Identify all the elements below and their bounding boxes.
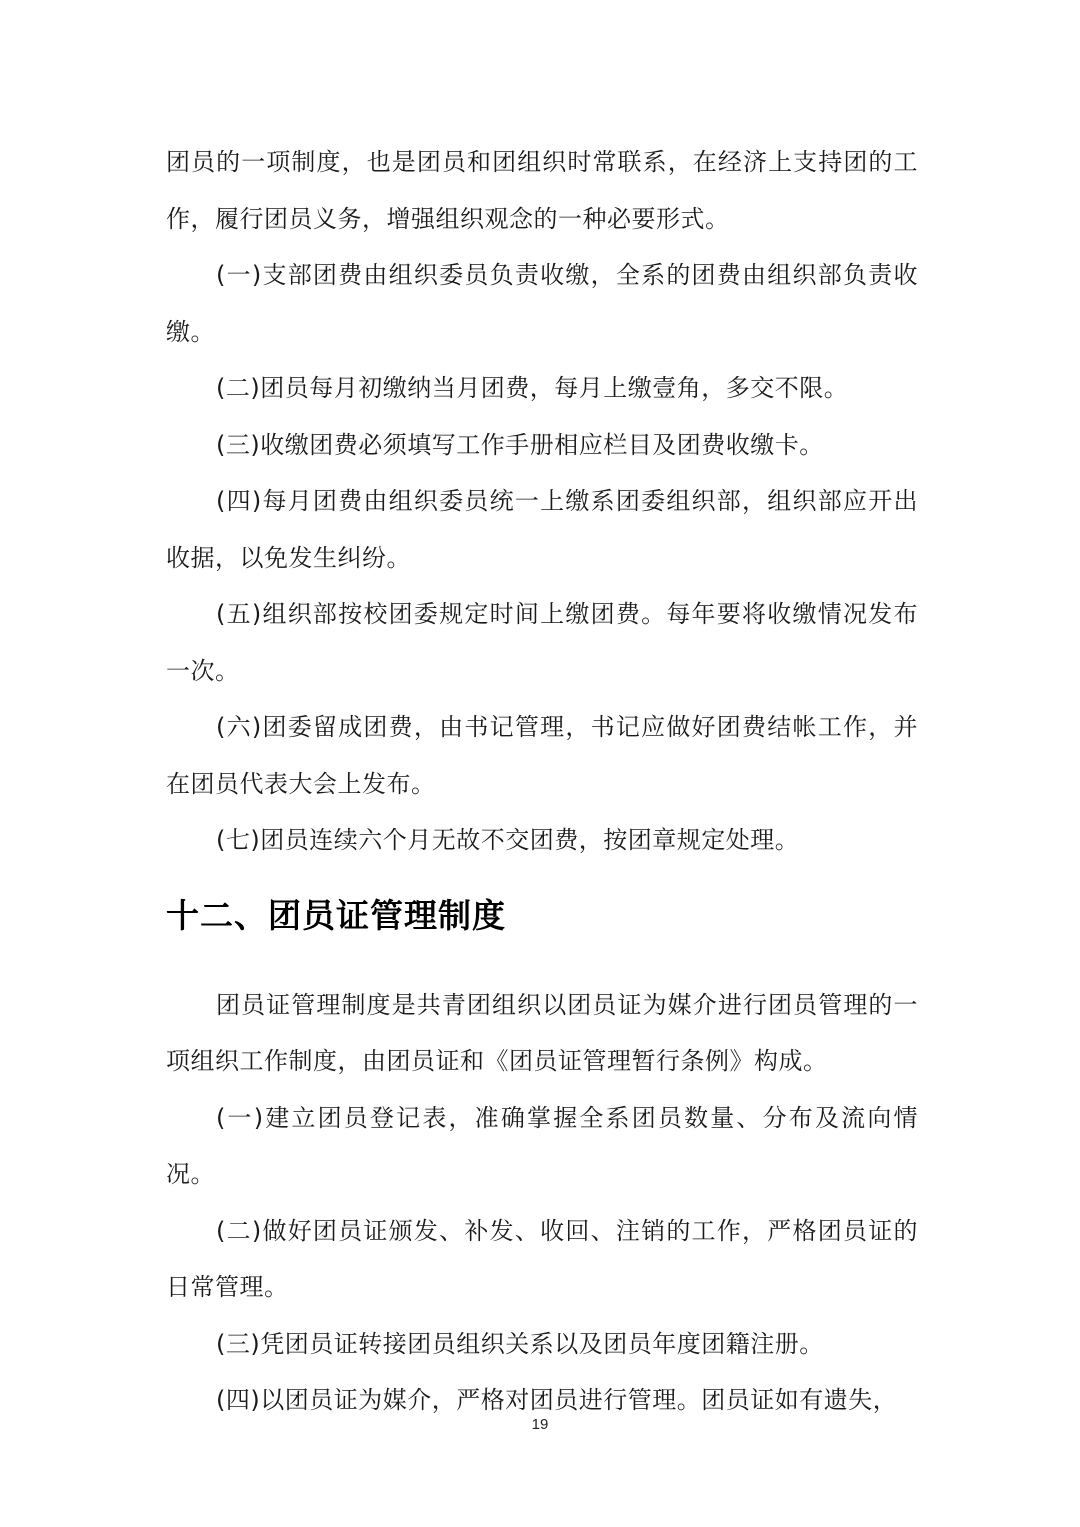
paragraph-item-5: (五)组织部按校团委规定时间上缴团费。每年要将收缴情况发布一次。 <box>166 600 918 685</box>
paragraph-item-2: (二)做好团员证颁发、补发、收回、注销的工作，严格团员证的日常管理。 <box>166 1216 918 1301</box>
paragraph-item-1: (一)建立团员登记表，准确掌握全系团员数量、分布及流向情况。 <box>166 1103 918 1188</box>
paragraph-item-1: (一)支部团费由组织委员负责收缴，全系的团费由组织部负责收缴。 <box>166 261 918 346</box>
paragraph-item-3: (三)凭团员证转接团员组织关系以及团员年度团籍注册。 <box>216 1329 824 1358</box>
page-body <box>166 134 918 1429</box>
paragraph-item-4: (四)每月团费由组织委员统一上缴系团委组织部，组织部应开出收据，以免发生纠纷。 <box>166 487 918 572</box>
paragraph-intro: 团员证管理制度是共青团组织以团员证为媒介进行团员管理的一项组织工作制度，由团员证和《团员证管理暂行条例》构成。 <box>166 990 918 1075</box>
paragraph-continued: 团员的一项制度，也是团员和团组织时常联系，在经济上支持团的工作，履行团员义务，增强组织观念的一种必要形式。 <box>166 148 918 233</box>
paragraph-item-3: (三)收缴团费必须填写工作手册相应栏目及团费收缴卡。 <box>216 430 824 459</box>
section-heading: 十二、团员证管理制度 <box>166 895 506 935</box>
paragraph-item-4: (四)以团员证为媒介，严格对团员进行管理。团员证如有遗失， <box>216 1386 898 1414</box>
page-number: 19 <box>531 1416 549 1433</box>
paragraph-item-7: (七)团员连续六个月无故不交团费，按团章规定处理。 <box>216 826 800 854</box>
paragraph-item-6: (六)团委留成团费，由书记管理，书记应做好团费结帐工作，并在团员代表大会上发布。 <box>166 713 918 798</box>
paragraph-item-2: (二)团员每月初缴纳当月团费，每月上缴壹角，多交不限。 <box>216 374 849 402</box>
